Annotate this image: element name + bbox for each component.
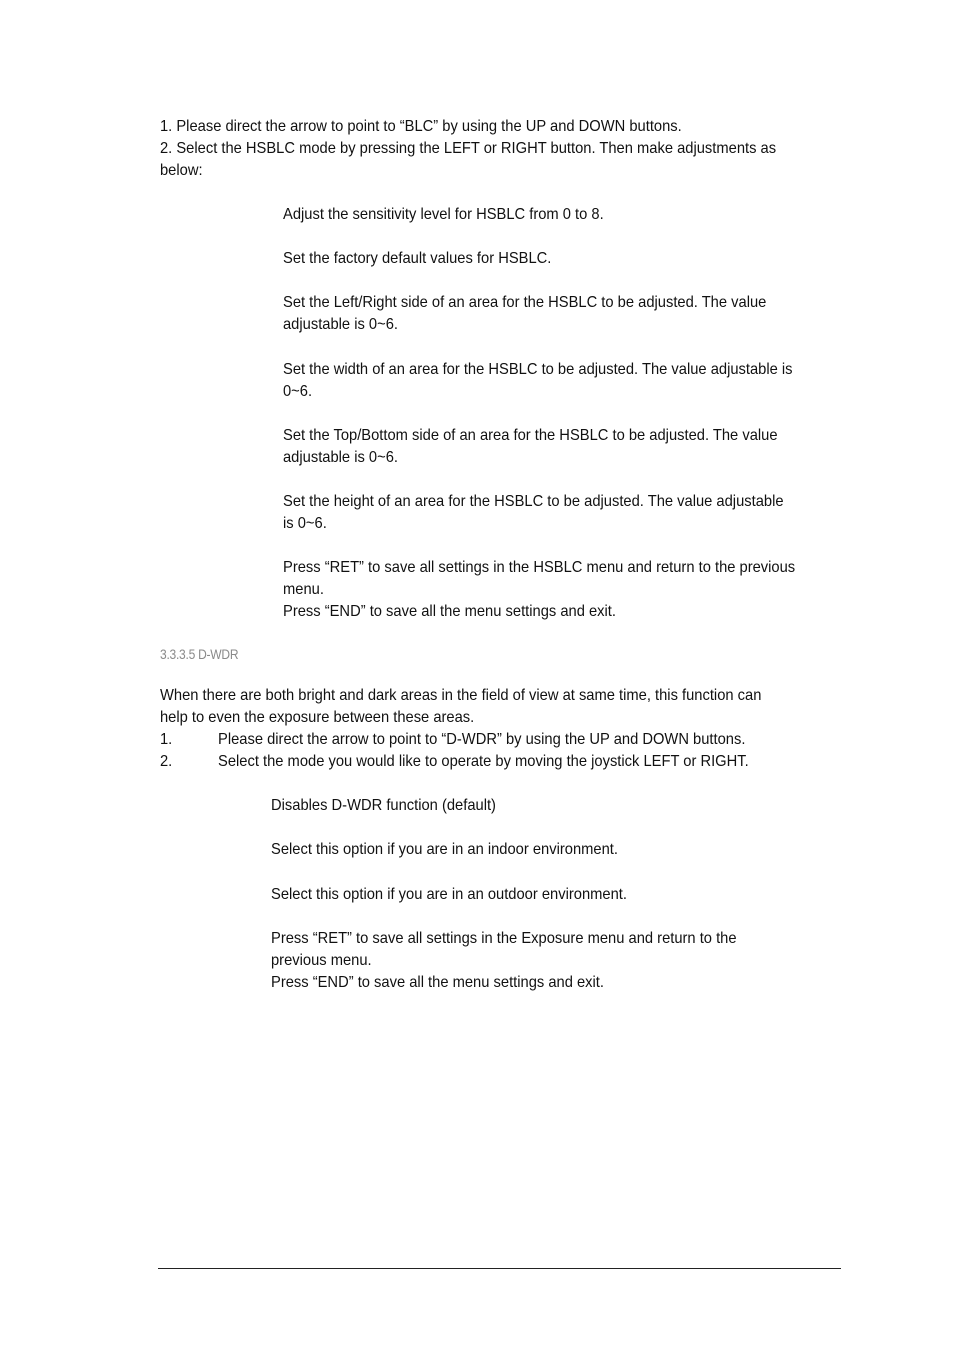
dwdr-step-1-number: 1. <box>160 731 173 748</box>
dwdr-ret-line-1: Press “RET” to save all settings in the Exposure menu and return to the <box>271 930 737 947</box>
intro-step-1: 1. Please direct the arrow to point to “BLC” by using the UP and DOWN buttons. <box>160 118 682 135</box>
dwdr-off-description: Disables D-WDR function (default) <box>271 797 496 814</box>
hsblc-top-bottom-line-1: Set the Top/Bottom side of an area for the HSBLC to be adjusted. The value <box>283 427 778 444</box>
hsblc-left-right-line-2: adjustable is 0~6. <box>283 316 398 333</box>
section-heading-dwdr: 3.3.3.5 D-WDR <box>160 646 239 662</box>
dwdr-description-line-1: When there are both bright and dark areas in the field of view at same time, this function can <box>160 687 762 704</box>
hsblc-ret-line-2: menu. <box>283 581 324 598</box>
hsblc-width-line-1: Set the width of an area for the HSBLC to be adjusted. The value adjustable is <box>283 361 793 378</box>
hsblc-sensitivity: Adjust the sensitivity level for HSBLC from 0 to 8. <box>283 206 604 223</box>
footer-divider <box>158 1268 841 1269</box>
intro-step-2-line-2: below: <box>160 162 203 179</box>
hsblc-width-line-2: 0~6. <box>283 383 313 400</box>
hsblc-left-right-line-1: Set the Left/Right side of an area for the HSBLC to be adjusted. The value <box>283 294 767 311</box>
dwdr-end: Press “END” to save all the menu settings and exit. <box>271 974 604 991</box>
hsblc-default: Set the factory default values for HSBLC. <box>283 250 552 267</box>
dwdr-step-1-text: Please direct the arrow to point to “D-WDR” by using the UP and DOWN buttons. <box>218 731 746 748</box>
dwdr-indoor-description: Select this option if you are in an indoor environment. <box>271 841 618 858</box>
dwdr-ret-line-2: previous menu. <box>271 952 372 969</box>
dwdr-outdoor-description: Select this option if you are in an outdoor environment. <box>271 886 627 903</box>
dwdr-description-line-2: help to even the exposure between these areas. <box>160 709 475 726</box>
hsblc-height-line-2: is 0~6. <box>283 515 327 532</box>
hsblc-height-line-1: Set the height of an area for the HSBLC to be adjusted. The value adjustable <box>283 493 784 510</box>
intro-step-2-line-1: 2. Select the HSBLC mode by pressing the LEFT or RIGHT button. Then make adjustments as <box>160 140 777 157</box>
hsblc-end: Press “END” to save all the menu settings and exit. <box>283 603 616 620</box>
dwdr-step-2-text: Select the mode you would like to operate by moving the joystick LEFT or RIGHT. <box>218 753 749 770</box>
hsblc-top-bottom-line-2: adjustable is 0~6. <box>283 449 398 466</box>
dwdr-step-2-number: 2. <box>160 753 173 770</box>
hsblc-ret-line-1: Press “RET” to save all settings in the HSBLC menu and return to the previous <box>283 559 796 576</box>
